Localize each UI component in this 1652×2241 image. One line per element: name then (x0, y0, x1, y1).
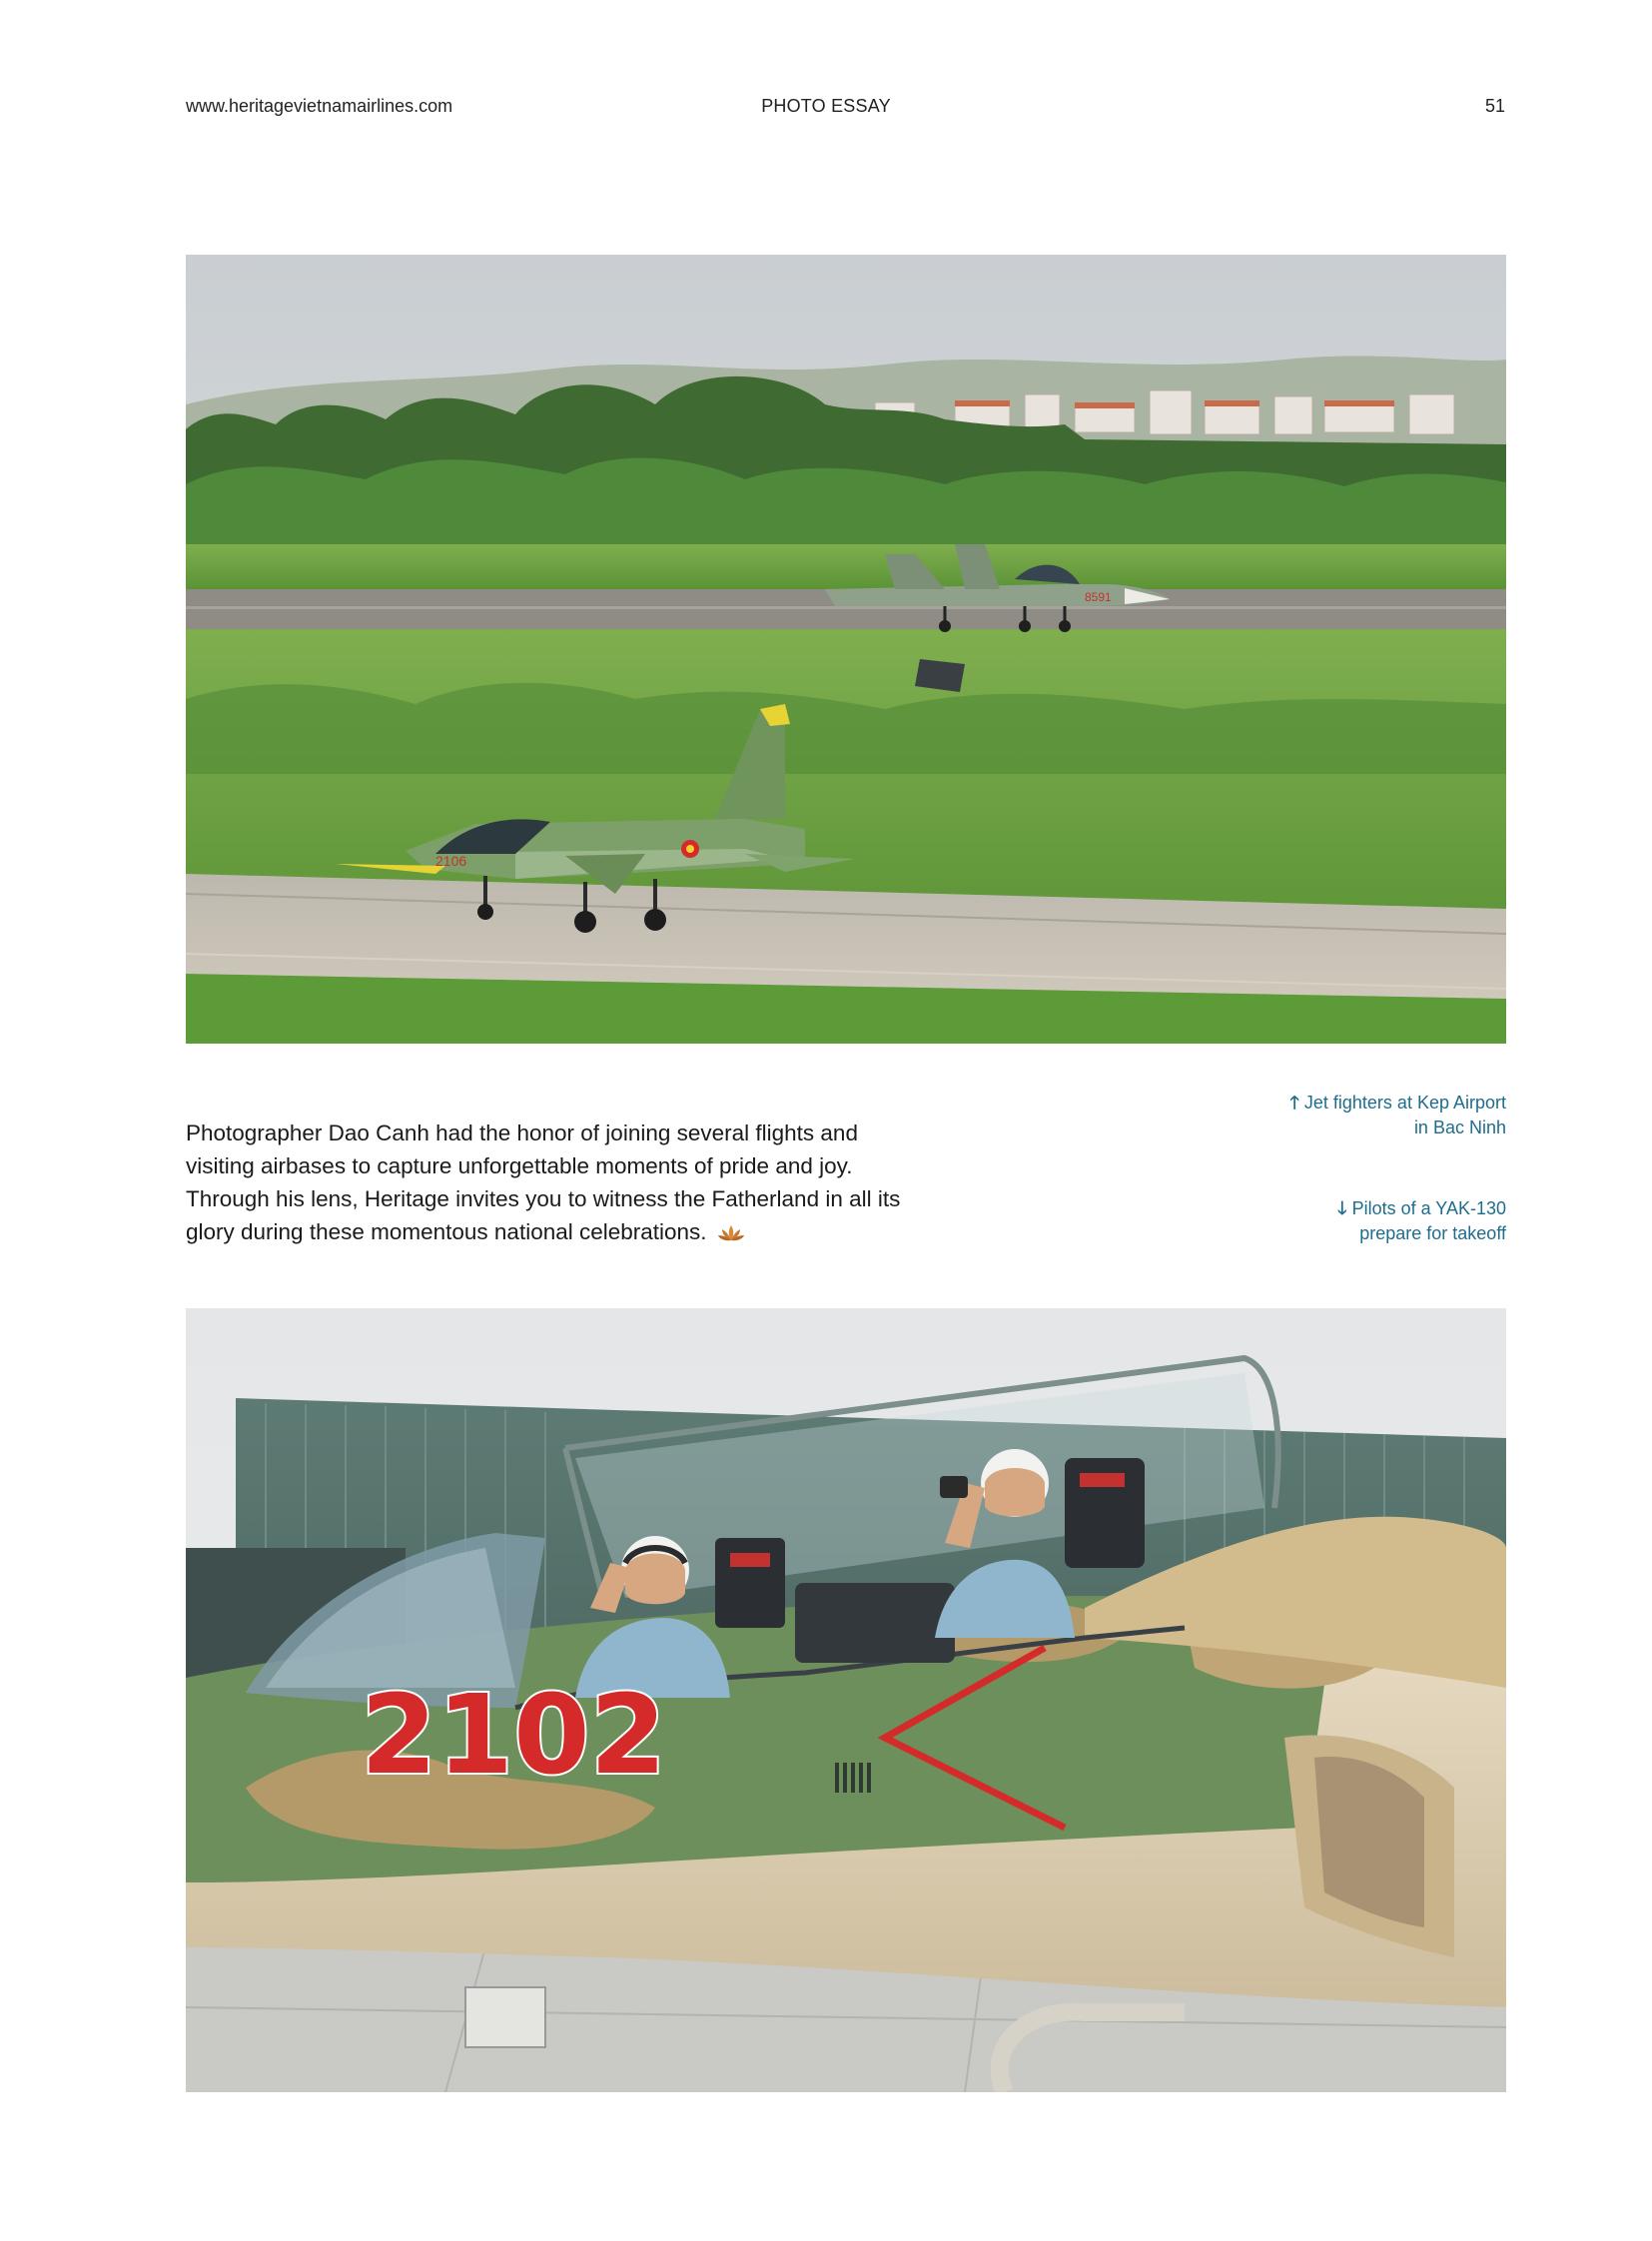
caption-line: Jet fighters at Kep Airport (1303, 1093, 1506, 1113)
page-number: 51 (1484, 96, 1505, 116)
photo-yak130-pilots (186, 1308, 1506, 2092)
caption-line: prepare for takeoff (1359, 1223, 1506, 1243)
intro-paragraph (186, 1117, 925, 1251)
caption-line: in Bac Ninh (1413, 1118, 1506, 1137)
caption-bottom-photo (1177, 1196, 1506, 1246)
aircraft-number: 2102 (361, 1671, 667, 1799)
fighter-number: 8591 (1085, 590, 1112, 604)
trainer-nose-number: 2106 (435, 853, 467, 869)
caption-line: Pilots of a YAK-130 (1351, 1198, 1506, 1218)
caption-top-photo (1177, 1091, 1506, 1140)
arrow-up-icon: 🡑 (1289, 1093, 1299, 1113)
section-title: PHOTO ESSAY (761, 96, 891, 116)
site-url[interactable]: www.heritagevietnamairlines.com (186, 96, 453, 116)
arrow-down-icon: 🡓 (1337, 1198, 1347, 1218)
lotus-icon (717, 1218, 745, 1251)
intro-text: Photographer Dao Canh had the honor of joining several flights and visiting airbases to capture unforgettable moments of pride and joy. Through his lens, Heritage invites you to witness the Fatherland in all its glory during these momentous national celebrations. (186, 1120, 901, 1244)
photo-jet-fighters-kep-airport (186, 255, 1506, 1044)
